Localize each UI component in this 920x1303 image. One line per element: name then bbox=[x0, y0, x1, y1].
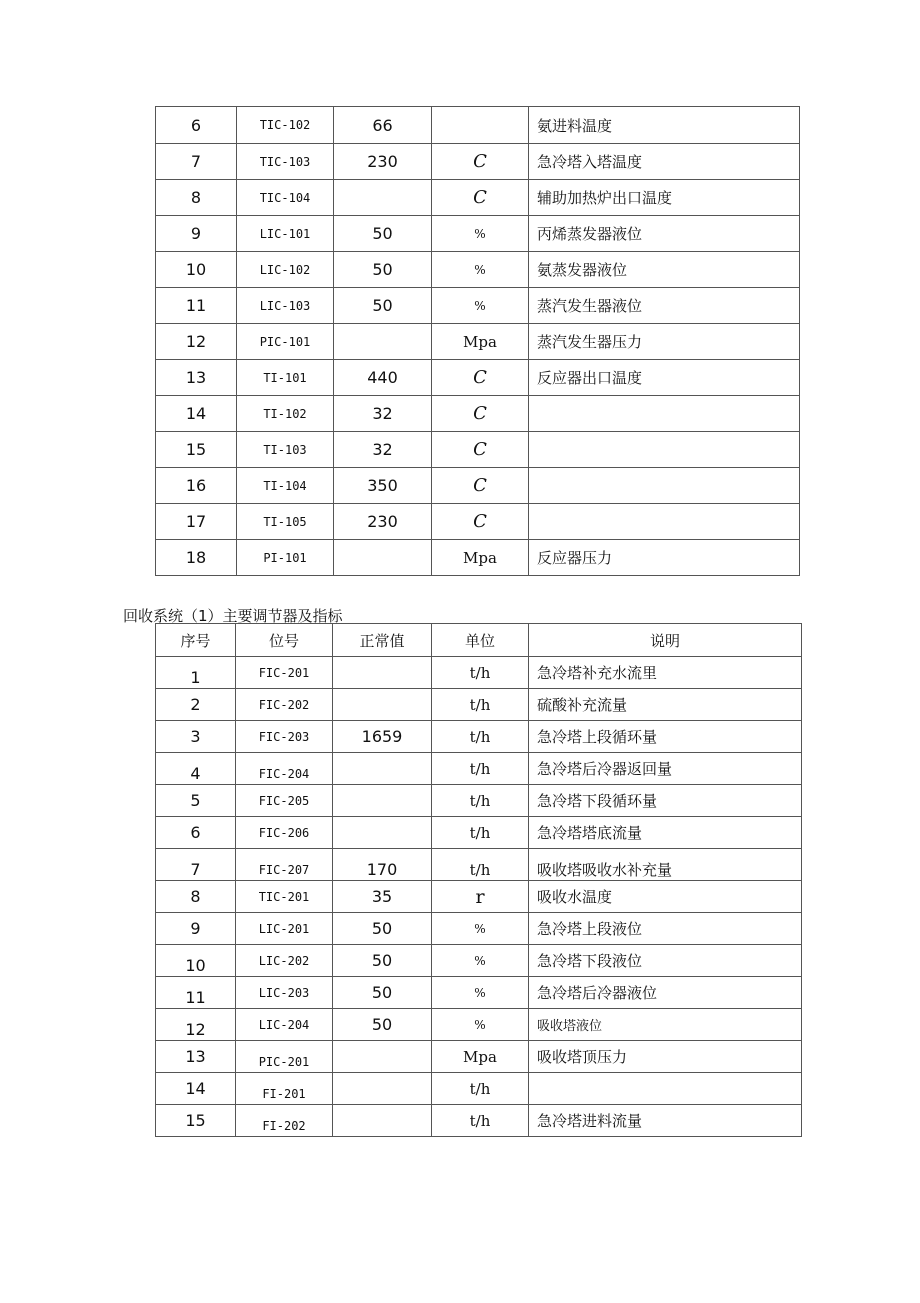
normal-value: 350 bbox=[334, 468, 432, 504]
unit: t/h bbox=[432, 1105, 529, 1137]
unit: % bbox=[432, 913, 529, 945]
tag-number: FI-201 bbox=[236, 1073, 333, 1105]
description: 氨蒸发器液位 bbox=[529, 252, 800, 288]
tag-number: TI-103 bbox=[237, 432, 334, 468]
tag-number: LIC-201 bbox=[236, 913, 333, 945]
tag-number: TI-102 bbox=[237, 396, 334, 432]
table-row bbox=[156, 1041, 802, 1073]
tag-number: LIC-204 bbox=[236, 1009, 333, 1041]
row-number: 15 bbox=[156, 1105, 236, 1137]
tag-number: FIC-207 bbox=[236, 849, 333, 881]
normal-value: 230 bbox=[334, 144, 432, 180]
unit: Mpa bbox=[432, 540, 529, 576]
table-row bbox=[156, 721, 802, 753]
tag-number: FIC-202 bbox=[236, 689, 333, 721]
row-number: 3 bbox=[156, 721, 236, 753]
normal-value: 230 bbox=[334, 504, 432, 540]
tag-number: TIC-102 bbox=[237, 107, 334, 144]
table-row bbox=[156, 881, 802, 913]
row-number: 5 bbox=[156, 785, 236, 817]
row-number: 7 bbox=[156, 144, 237, 180]
tag-number: LIC-202 bbox=[236, 945, 333, 977]
table-row bbox=[156, 107, 800, 144]
table-row bbox=[156, 785, 802, 817]
tag-number: FIC-203 bbox=[236, 721, 333, 753]
table-row bbox=[156, 945, 802, 977]
row-number: 2 bbox=[156, 689, 236, 721]
row-number: 9 bbox=[156, 913, 236, 945]
unit: % bbox=[432, 288, 529, 324]
normal-value bbox=[333, 1105, 432, 1137]
unit: Mpa bbox=[432, 324, 529, 360]
tag-number: FIC-206 bbox=[236, 817, 333, 849]
tag-number: LIC-103 bbox=[237, 288, 334, 324]
row-number: 8 bbox=[156, 881, 236, 913]
description: 急冷塔后冷器返回量 bbox=[529, 753, 802, 785]
normal-value bbox=[333, 689, 432, 721]
tag-number: TIC-103 bbox=[237, 144, 334, 180]
normal-value: 440 bbox=[334, 360, 432, 396]
normal-value bbox=[333, 785, 432, 817]
table-row bbox=[156, 540, 800, 576]
description bbox=[529, 468, 800, 504]
row-number: 14 bbox=[156, 396, 237, 432]
unit: C bbox=[432, 360, 529, 396]
row-number: 11 bbox=[156, 288, 237, 324]
table-row bbox=[156, 468, 800, 504]
tag-number: FIC-201 bbox=[236, 657, 333, 689]
tag-number: TIC-104 bbox=[237, 180, 334, 216]
unit: % bbox=[432, 945, 529, 977]
table-row bbox=[156, 689, 802, 721]
row-number: 11 bbox=[156, 977, 236, 1009]
tag-number: LIC-102 bbox=[237, 252, 334, 288]
unit: C bbox=[432, 144, 529, 180]
description: 丙烯蒸发器液位 bbox=[529, 216, 800, 252]
table-row bbox=[156, 657, 802, 689]
normal-value bbox=[333, 1041, 432, 1073]
unit: C bbox=[432, 468, 529, 504]
table-row bbox=[156, 144, 800, 180]
description: 急冷塔上段液位 bbox=[529, 913, 802, 945]
description bbox=[529, 504, 800, 540]
header-unit: 单位 bbox=[432, 624, 529, 657]
unit: t/h bbox=[432, 817, 529, 849]
unit: t/h bbox=[432, 849, 529, 881]
row-number: 15 bbox=[156, 432, 237, 468]
tag-number: TI-105 bbox=[237, 504, 334, 540]
description: 急冷塔塔底流量 bbox=[529, 817, 802, 849]
tag-number: TI-104 bbox=[237, 468, 334, 504]
table-row bbox=[156, 1073, 802, 1105]
unit: % bbox=[432, 252, 529, 288]
tag-number: FIC-204 bbox=[236, 753, 333, 785]
tag-number: LIC-101 bbox=[237, 216, 334, 252]
description: 急冷塔入塔温度 bbox=[529, 144, 800, 180]
table-row bbox=[156, 753, 802, 785]
description: 吸收塔液位 bbox=[529, 1009, 802, 1041]
description: 反应器出口温度 bbox=[529, 360, 800, 396]
unit bbox=[432, 107, 529, 144]
table-row bbox=[156, 216, 800, 252]
description: 吸收塔吸收水补充量 bbox=[529, 849, 802, 881]
normal-value: 32 bbox=[334, 432, 432, 468]
normal-value: 1659 bbox=[333, 721, 432, 753]
normal-value: 35 bbox=[333, 881, 432, 913]
row-number: 16 bbox=[156, 468, 237, 504]
description: 蒸汽发生器压力 bbox=[529, 324, 800, 360]
table-row bbox=[156, 977, 802, 1009]
row-number: 10 bbox=[156, 945, 236, 977]
unit: t/h bbox=[432, 657, 529, 689]
unit: C bbox=[432, 504, 529, 540]
description: 氨进料温度 bbox=[529, 107, 800, 144]
row-number: 12 bbox=[156, 324, 237, 360]
normal-value bbox=[334, 324, 432, 360]
table-row bbox=[156, 817, 802, 849]
tag-number: TIC-201 bbox=[236, 881, 333, 913]
section-title: 回收系统（1）主要调节器及指标 bbox=[123, 607, 343, 625]
table-row bbox=[156, 180, 800, 216]
unit: Mpa bbox=[432, 1041, 529, 1073]
tag-number: TI-101 bbox=[237, 360, 334, 396]
unit: % bbox=[432, 216, 529, 252]
normal-value: 50 bbox=[334, 252, 432, 288]
normal-value: 170 bbox=[333, 849, 432, 881]
row-number: 6 bbox=[156, 817, 236, 849]
normal-value: 50 bbox=[333, 977, 432, 1009]
description bbox=[529, 432, 800, 468]
unit: t/h bbox=[432, 721, 529, 753]
row-number: 8 bbox=[156, 180, 237, 216]
table-row bbox=[156, 913, 802, 945]
tag-number: LIC-203 bbox=[236, 977, 333, 1009]
normal-value bbox=[333, 657, 432, 689]
indicator-table-recovery bbox=[155, 623, 802, 1137]
description: 急冷塔下段循环量 bbox=[529, 785, 802, 817]
indicator-table-reaction bbox=[155, 106, 800, 576]
header-normal-value: 正常值 bbox=[333, 624, 432, 657]
unit: t/h bbox=[432, 753, 529, 785]
description: 吸收水温度 bbox=[529, 881, 802, 913]
description bbox=[529, 396, 800, 432]
tag-number: PIC-101 bbox=[237, 324, 334, 360]
unit: % bbox=[432, 1009, 529, 1041]
normal-value: 50 bbox=[333, 945, 432, 977]
unit: t/h bbox=[432, 1073, 529, 1105]
tag-number: PI-101 bbox=[237, 540, 334, 576]
row-number: 6 bbox=[156, 107, 237, 144]
table-row bbox=[156, 288, 800, 324]
description: 急冷塔上段循环量 bbox=[529, 721, 802, 753]
normal-value: 50 bbox=[334, 216, 432, 252]
row-number: 9 bbox=[156, 216, 237, 252]
table-row bbox=[156, 432, 800, 468]
row-number: 7 bbox=[156, 849, 236, 881]
header-tag: 位号 bbox=[236, 624, 333, 657]
row-number: 10 bbox=[156, 252, 237, 288]
row-number: 13 bbox=[156, 360, 237, 396]
description: 急冷塔补充水流里 bbox=[529, 657, 802, 689]
row-number: 13 bbox=[156, 1041, 236, 1073]
normal-value bbox=[334, 540, 432, 576]
normal-value: 66 bbox=[334, 107, 432, 144]
row-number: 14 bbox=[156, 1073, 236, 1105]
row-number: 17 bbox=[156, 504, 237, 540]
table-row bbox=[156, 396, 800, 432]
header-number: 序号 bbox=[156, 624, 236, 657]
unit: C bbox=[432, 180, 529, 216]
normal-value bbox=[333, 1073, 432, 1105]
unit: t/h bbox=[432, 785, 529, 817]
table-row bbox=[156, 1009, 802, 1041]
tag-number: FI-202 bbox=[236, 1105, 333, 1137]
normal-value bbox=[333, 817, 432, 849]
description: 急冷塔进料流量 bbox=[529, 1105, 802, 1137]
unit: t/h bbox=[432, 689, 529, 721]
unit: % bbox=[432, 977, 529, 1009]
normal-value: 50 bbox=[334, 288, 432, 324]
description: 急冷塔后冷器液位 bbox=[529, 977, 802, 1009]
description bbox=[529, 1073, 802, 1105]
description: 硫酸补充流量 bbox=[529, 689, 802, 721]
normal-value: 50 bbox=[333, 913, 432, 945]
description: 蒸汽发生器液位 bbox=[529, 288, 800, 324]
unit: C bbox=[432, 396, 529, 432]
table-row bbox=[156, 360, 800, 396]
description: 反应器压力 bbox=[529, 540, 800, 576]
tag-number: FIC-205 bbox=[236, 785, 333, 817]
table-header-row bbox=[156, 624, 802, 657]
table-row bbox=[156, 849, 802, 881]
row-number: 4 bbox=[156, 753, 236, 785]
row-number: 18 bbox=[156, 540, 237, 576]
row-number: 1 bbox=[156, 657, 236, 689]
table-row bbox=[156, 324, 800, 360]
normal-value bbox=[333, 753, 432, 785]
table-row bbox=[156, 504, 800, 540]
table-row bbox=[156, 1105, 802, 1137]
tag-number: PIC-201 bbox=[236, 1041, 333, 1073]
normal-value: 50 bbox=[333, 1009, 432, 1041]
normal-value: 32 bbox=[334, 396, 432, 432]
description: 吸收塔顶压力 bbox=[529, 1041, 802, 1073]
description: 辅助加热炉出口温度 bbox=[529, 180, 800, 216]
table-row bbox=[156, 252, 800, 288]
header-description: 说明 bbox=[529, 624, 802, 657]
row-number: 12 bbox=[156, 1009, 236, 1041]
normal-value bbox=[334, 180, 432, 216]
unit: r bbox=[432, 881, 529, 913]
description: 急冷塔下段液位 bbox=[529, 945, 802, 977]
unit: C bbox=[432, 432, 529, 468]
